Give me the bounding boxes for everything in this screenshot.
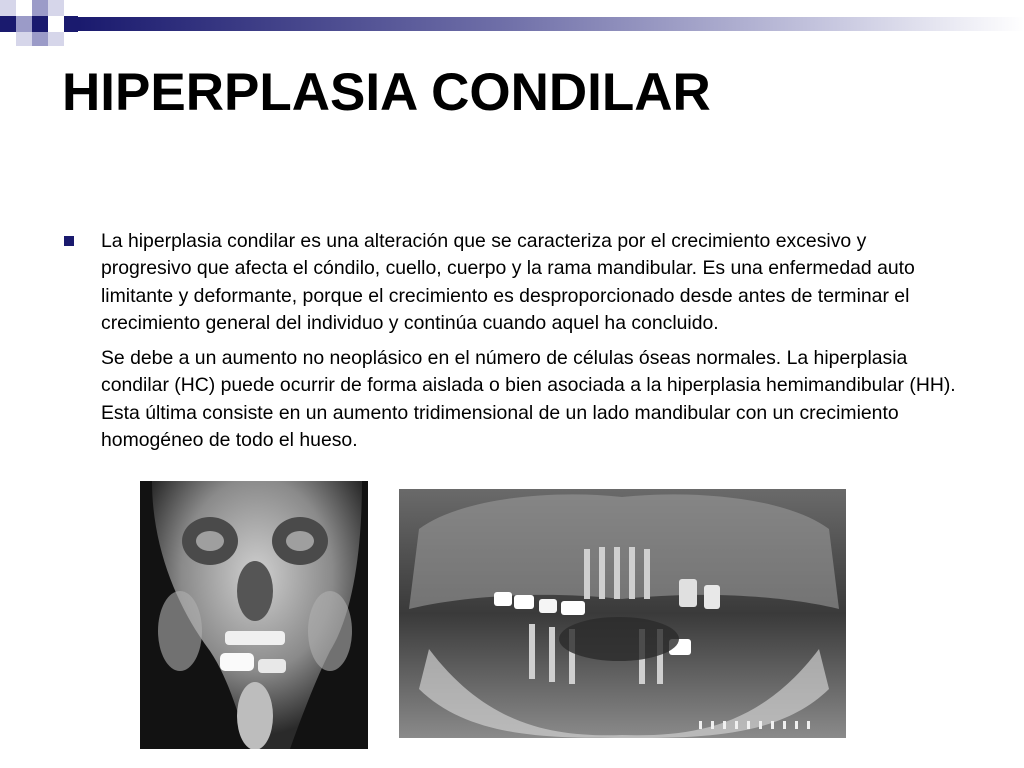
header-square <box>64 16 78 32</box>
header-square <box>0 0 16 16</box>
decorative-header-band <box>0 0 1024 46</box>
paragraph-cause: Se debe a un aumento no neoplásico en el número de células óseas normales. La hiperplasia condilar (HC) puede ocurrir de forma aislada o bien asociada a la hiperplasia hemimandibular (HH). Esta última consiste en un aumento tridimensional de un lado mandibular con un crecimiento homogéneo de todo el hueso. <box>101 347 956 452</box>
panoramic-dental-xray-image <box>399 489 846 738</box>
header-square <box>0 16 16 32</box>
header-square <box>16 32 32 46</box>
bullet-square-icon <box>64 236 74 246</box>
header-square <box>16 0 32 16</box>
header-square <box>16 16 32 32</box>
header-square <box>48 16 64 32</box>
frontal-skull-xray-image <box>140 481 368 749</box>
header-square <box>32 0 48 16</box>
header-square <box>32 32 48 46</box>
header-square <box>32 16 48 32</box>
slide-title: HIPERPLASIA CONDILAR <box>62 63 711 122</box>
header-square <box>48 32 64 46</box>
paragraph-definition: La hiperplasia condilar es una alteración que se caracteriza por el crecimiento excesivo y progresivo que afecta el cóndilo, cuello, cuerpo y la rama mandibular. Es una enfermedad auto limitante y deformante, porque el crecimiento es desproporcionado desde antes de terminar el crecimiento general del individuo y continúa cuando aquel ha concluido. <box>101 230 915 334</box>
header-square <box>48 0 64 16</box>
header-gradient-bar <box>78 17 1024 31</box>
bullet-block <box>64 228 964 454</box>
